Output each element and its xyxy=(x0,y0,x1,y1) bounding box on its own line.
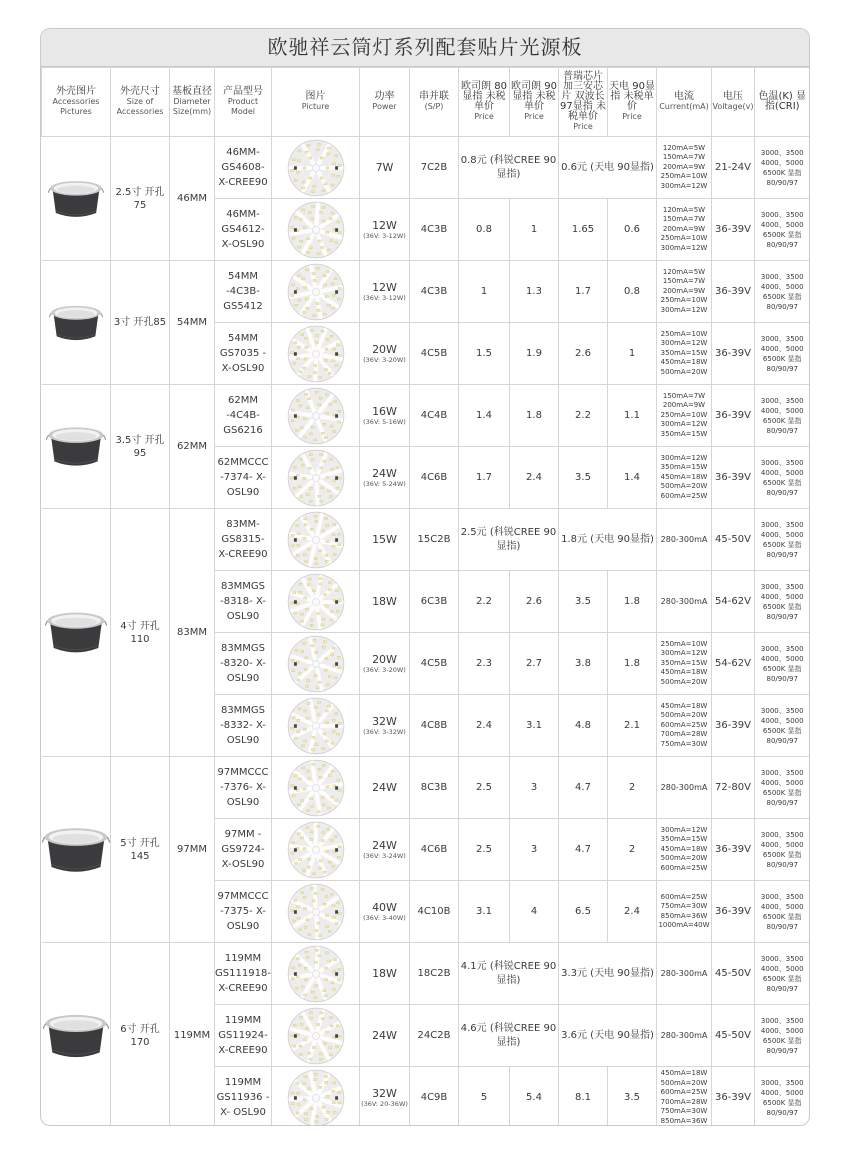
column-header xyxy=(459,68,510,137)
column-header xyxy=(559,68,608,137)
series-parallel: 4C6B xyxy=(410,447,459,509)
series-parallel: 8C3B xyxy=(410,757,459,819)
voltage: 36-39V xyxy=(712,385,755,447)
power xyxy=(360,819,410,881)
board-picture-cell xyxy=(272,943,360,1005)
product-model: 119MM GS11924- X-CREE90 xyxy=(215,1005,272,1067)
current: 600mA=25W 750mA=30W 850mA=36W 1000mA=40W xyxy=(657,881,712,943)
board-picture-cell xyxy=(272,509,360,571)
column-header-en: Price xyxy=(573,122,593,131)
power-range: (36V: 3-24W) xyxy=(363,852,406,860)
column-header-en: Price xyxy=(474,112,494,121)
series-parallel: 7C2B xyxy=(410,137,459,199)
power xyxy=(360,757,410,819)
price-dual-97: 2.6 xyxy=(559,323,608,385)
price-osram-80: 1.4 xyxy=(459,385,510,447)
column-header-en: (S/P) xyxy=(424,102,444,111)
column-header-en: Price xyxy=(524,112,544,121)
product-model: 83MM- GS8315- X-CREE90 xyxy=(215,509,272,571)
voltage: 36-39V xyxy=(712,323,755,385)
voltage: 21-24V xyxy=(712,137,755,199)
power-value: 20W xyxy=(372,653,397,666)
board-diameter: 54MM xyxy=(170,261,215,385)
housing-size: 5寸 开孔145 xyxy=(111,757,170,943)
table-row xyxy=(42,943,810,1005)
price-dual-97: 4.7 xyxy=(559,757,608,819)
product-model: 119MM GS111918- X-CREE90 xyxy=(215,943,272,1005)
downlight-housing-image xyxy=(46,422,106,471)
led-board-image xyxy=(287,511,345,569)
price-dual-97: 3.8 xyxy=(559,633,608,695)
column-header-zh: 天电 90显指 未税单价 xyxy=(609,81,655,112)
current: 280-300mA xyxy=(657,757,712,819)
voltage: 36-39V xyxy=(712,881,755,943)
price-tiandian-90: 3.5 xyxy=(608,1067,657,1127)
led-board-image xyxy=(287,201,345,259)
column-header xyxy=(42,68,111,137)
current: 280-300mA xyxy=(657,509,712,571)
power xyxy=(360,447,410,509)
price-osram-90: 1.9 xyxy=(510,323,559,385)
price-tiandian-90: 1.8 xyxy=(608,571,657,633)
product-model: 46MM- GS4612- X-OSL90 xyxy=(215,199,272,261)
power xyxy=(360,1067,410,1127)
power-value: 15W xyxy=(372,533,397,546)
series-parallel: 4C8B xyxy=(410,695,459,757)
price-osram-90: 4 xyxy=(510,881,559,943)
current: 300mA=12W 350mA=15W 450mA=18W 500mA=20W 600mA=25W xyxy=(657,819,712,881)
current: 150mA=7W 200mA=9W 250mA=10W 300mA=12W 350mA=15W xyxy=(657,385,712,447)
housing-size: 6寸 开孔170 xyxy=(111,943,170,1127)
column-header xyxy=(272,68,360,137)
page-title: 欧驰祥云筒灯系列配套贴片光源板 xyxy=(41,29,809,67)
color-temp-cri: 3000、3500 4000、5000 6500K 显指80/90/97 xyxy=(755,509,810,571)
current: 280-300mA xyxy=(657,943,712,1005)
product-model: 54MM GS7035 -X-OSL90 xyxy=(215,323,272,385)
current: 120mA=5W 150mA=7W 200mA=9W 250mA=10W 300mA=12W xyxy=(657,199,712,261)
price-tiandian-90: 2.4 xyxy=(608,881,657,943)
series-parallel: 6C3B xyxy=(410,571,459,633)
price-osram-90: 5.4 xyxy=(510,1067,559,1127)
downlight-housing-image xyxy=(45,607,107,658)
board-picture-cell xyxy=(272,323,360,385)
price-osram-80: 3.1 xyxy=(459,881,510,943)
price-tiandian-merged: 3.3元 (天电 90显指) xyxy=(559,943,657,1005)
color-temp-cri: 3000、3500 4000、5000 6500K 显指80/90/97 xyxy=(755,757,810,819)
board-diameter: 46MM xyxy=(170,137,215,261)
board-picture-cell xyxy=(272,447,360,509)
column-header-en: Price xyxy=(622,112,642,121)
voltage: 36-39V xyxy=(712,819,755,881)
product-model: 54MM -4C3B- GS5412 xyxy=(215,261,272,323)
current: 250mA=10W 300mA=12W 350mA=15W 450mA=18W 500mA=20W xyxy=(657,323,712,385)
column-header xyxy=(657,68,712,137)
column-header-en: Diameter Size(mm) xyxy=(172,97,212,116)
column-header xyxy=(608,68,657,137)
table-row xyxy=(42,261,810,323)
power-range: (36V: 5-16W) xyxy=(363,418,406,426)
color-temp-cri: 3000、3500 4000、5000 6500K 显指80/90/97 xyxy=(755,1005,810,1067)
column-header xyxy=(215,68,272,137)
price-tiandian-90: 1.8 xyxy=(608,633,657,695)
column-header-zh: 外壳图片 xyxy=(56,86,96,97)
product-model: 83MMGS -8332- X-OSL90 xyxy=(215,695,272,757)
power-value: 24W xyxy=(372,781,397,794)
voltage: 36-39V xyxy=(712,447,755,509)
column-header-zh: 产品型号 xyxy=(223,86,263,97)
power-range: (36V: 3-32W) xyxy=(363,728,406,736)
series-parallel: 4C5B xyxy=(410,633,459,695)
price-osram-80: 2.3 xyxy=(459,633,510,695)
price-osram-80: 5 xyxy=(459,1067,510,1127)
power xyxy=(360,137,410,199)
color-temp-cri: 3000、3500 4000、5000 6500K 显指80/90/97 xyxy=(755,323,810,385)
power xyxy=(360,695,410,757)
column-header xyxy=(410,68,459,137)
current: 250mA=10W 300mA=12W 350mA=15W 450mA=18W 500mA=20W xyxy=(657,633,712,695)
housing-size: 4寸 开孔110 xyxy=(111,509,170,757)
board-diameter: 83MM xyxy=(170,509,215,757)
led-board-image xyxy=(287,139,345,197)
price-dual-97: 8.1 xyxy=(559,1067,608,1127)
table-row xyxy=(42,385,810,447)
column-header-zh: 电压 xyxy=(723,91,743,102)
series-parallel: 4C3B xyxy=(410,261,459,323)
product-model: 62MMCCC -7374- X-OSL90 xyxy=(215,447,272,509)
power-value: 24W xyxy=(372,839,397,852)
table-row xyxy=(42,509,810,571)
voltage: 54-62V xyxy=(712,633,755,695)
current: 120mA=5W 150mA=7W 200mA=9W 250mA=10W 300mA=12W xyxy=(657,137,712,199)
price-osram-80: 2.2 xyxy=(459,571,510,633)
price-tiandian-90: 1 xyxy=(608,323,657,385)
price-osram-80: 1.5 xyxy=(459,323,510,385)
price-cree-merged: 4.1元 (科锐CREE 90显指) xyxy=(459,943,559,1005)
color-temp-cri: 3000、3500 4000、5000 6500K 显指80/90/97 xyxy=(755,261,810,323)
series-parallel: 18C2B xyxy=(410,943,459,1005)
column-header-en: Voltage(v) xyxy=(712,102,754,111)
price-cree-merged: 2.5元 (科锐CREE 90显指) xyxy=(459,509,559,571)
price-osram-90: 3 xyxy=(510,819,559,881)
board-picture-cell xyxy=(272,261,360,323)
column-header-zh: 基板直径 xyxy=(172,86,212,97)
color-temp-cri: 3000、3500 4000、5000 6500K 显指80/90/97 xyxy=(755,199,810,261)
housing-cell xyxy=(42,385,111,509)
housing-cell xyxy=(42,137,111,261)
power xyxy=(360,881,410,943)
product-model: 46MM- GS4608- X-CREE90 xyxy=(215,137,272,199)
led-board-image xyxy=(287,263,345,321)
product-model: 97MMCCC -7375- X-OSL90 xyxy=(215,881,272,943)
price-dual-97: 3.5 xyxy=(559,571,608,633)
column-header-en: Current(mA) xyxy=(659,102,709,111)
column-header-en: Product Model xyxy=(227,97,259,116)
price-tiandian-merged: 3.6元 (天电 90显指) xyxy=(559,1005,657,1067)
column-header-zh: 外壳尺寸 xyxy=(120,86,160,97)
price-tiandian-90: 2 xyxy=(608,819,657,881)
price-osram-90: 1.8 xyxy=(510,385,559,447)
power-value: 32W xyxy=(372,1087,397,1100)
led-board-image xyxy=(287,821,345,879)
board-diameter: 119MM xyxy=(170,943,215,1127)
board-picture-cell xyxy=(272,819,360,881)
price-cree-merged: 0.8元 (科锐CREE 90显指) xyxy=(459,137,559,199)
voltage: 36-39V xyxy=(712,1067,755,1127)
series-parallel: 4C3B xyxy=(410,199,459,261)
price-osram-80: 2.4 xyxy=(459,695,510,757)
housing-cell xyxy=(42,757,111,943)
color-temp-cri: 3000、3500 4000、5000 6500K 显指80/90/97 xyxy=(755,881,810,943)
price-osram-90: 1 xyxy=(510,199,559,261)
voltage: 36-39V xyxy=(712,199,755,261)
price-tiandian-90: 0.6 xyxy=(608,199,657,261)
price-tiandian-90: 0.8 xyxy=(608,261,657,323)
column-header-zh: 串并联 xyxy=(419,91,449,102)
table-row xyxy=(42,757,810,819)
price-osram-80: 2.5 xyxy=(459,757,510,819)
color-temp-cri: 3000、3500 4000、5000 6500K 显指80/90/97 xyxy=(755,1067,810,1127)
product-model: 83MMGS -8320- X-OSL90 xyxy=(215,633,272,695)
board-picture-cell xyxy=(272,695,360,757)
column-header-en: Accessories Pictures xyxy=(52,97,100,116)
price-dual-97: 1.7 xyxy=(559,261,608,323)
color-temp-cri: 3000、3500 4000、5000 6500K 显指80/90/97 xyxy=(755,571,810,633)
board-picture-cell xyxy=(272,1067,360,1127)
series-parallel: 4C9B xyxy=(410,1067,459,1127)
housing-cell xyxy=(42,509,111,757)
column-header-en: Power xyxy=(372,102,397,111)
board-picture-cell xyxy=(272,385,360,447)
voltage: 36-39V xyxy=(712,261,755,323)
price-cree-merged: 4.6元 (科锐CREE 90显指) xyxy=(459,1005,559,1067)
price-dual-97: 3.5 xyxy=(559,447,608,509)
column-header xyxy=(111,68,170,137)
board-picture-cell xyxy=(272,571,360,633)
current: 300mA=12W 350mA=15W 450mA=18W 500mA=20W 600mA=25W xyxy=(657,447,712,509)
price-tiandian-merged: 0.6元 (天电 90显指) xyxy=(559,137,657,199)
power-value: 12W xyxy=(372,219,397,232)
voltage: 36-39V xyxy=(712,695,755,757)
power-value: 18W xyxy=(372,595,397,608)
led-board-image xyxy=(287,697,345,755)
series-parallel: 4C4B xyxy=(410,385,459,447)
series-parallel: 4C5B xyxy=(410,323,459,385)
downlight-housing-image xyxy=(49,301,103,345)
led-board-image xyxy=(287,449,345,507)
series-parallel: 24C2B xyxy=(410,1005,459,1067)
housing-size: 3寸 开孔85 xyxy=(111,261,170,385)
led-board-image xyxy=(287,759,345,817)
voltage: 72-80V xyxy=(712,757,755,819)
price-dual-97: 2.2 xyxy=(559,385,608,447)
spec-sheet xyxy=(40,28,810,1126)
power xyxy=(360,1005,410,1067)
current: 120mA=5W 150mA=7W 200mA=9W 250mA=10W 300mA=12W xyxy=(657,261,712,323)
column-header xyxy=(510,68,559,137)
board-picture-cell xyxy=(272,633,360,695)
product-model: 119MM GS11936 -X- OSL90 xyxy=(215,1067,272,1127)
power xyxy=(360,633,410,695)
housing-cell xyxy=(42,943,111,1127)
housing-cell xyxy=(42,261,111,385)
power-range: (36V: 5-24W) xyxy=(363,480,406,488)
board-picture-cell xyxy=(272,199,360,261)
power xyxy=(360,509,410,571)
led-board-image xyxy=(287,883,345,941)
price-osram-90: 3 xyxy=(510,757,559,819)
series-parallel: 15C2B xyxy=(410,509,459,571)
price-dual-97: 6.5 xyxy=(559,881,608,943)
power-range: (36V: 3-12W) xyxy=(363,232,406,240)
led-board-image xyxy=(287,325,345,383)
housing-size: 2.5寸 开孔75 xyxy=(111,137,170,261)
power-value: 24W xyxy=(372,1029,397,1042)
table-body xyxy=(42,137,810,1127)
price-osram-80: 1.7 xyxy=(459,447,510,509)
led-board-image xyxy=(287,1007,345,1065)
downlight-housing-image xyxy=(43,1009,109,1063)
color-temp-cri: 3000、3500 4000、5000 6500K 显指80/90/97 xyxy=(755,385,810,447)
price-osram-80: 1 xyxy=(459,261,510,323)
current: 280-300mA xyxy=(657,1005,712,1067)
price-tiandian-90: 2.1 xyxy=(608,695,657,757)
current: 450mA=18W 500mA=20W 600mA=25W 700mA=28W 750mA=30W 850mA=36W xyxy=(657,1067,712,1127)
board-diameter: 62MM xyxy=(170,385,215,509)
price-osram-90: 2.7 xyxy=(510,633,559,695)
price-osram-80: 2.5 xyxy=(459,819,510,881)
column-header-zh: 欧司朗 90显指 未税单价 xyxy=(511,81,557,112)
voltage: 54-62V xyxy=(712,571,755,633)
current: 450mA=18W 500mA=20W 600mA=25W 700mA=28W 750mA=30W xyxy=(657,695,712,757)
power-range: (36V: 3-40W) xyxy=(363,914,406,922)
power-range: (36V: 20-36W) xyxy=(361,1100,408,1108)
led-board-image xyxy=(287,387,345,445)
price-osram-90: 2.4 xyxy=(510,447,559,509)
voltage: 45-50V xyxy=(712,943,755,1005)
price-tiandian-merged: 1.8元 (天电 90显指) xyxy=(559,509,657,571)
price-dual-97: 4.7 xyxy=(559,819,608,881)
column-header-zh: 色温(K) 显指(CRI) xyxy=(758,91,807,112)
price-osram-80: 0.8 xyxy=(459,199,510,261)
power xyxy=(360,199,410,261)
column-header xyxy=(755,68,810,137)
power xyxy=(360,571,410,633)
price-tiandian-90: 1.1 xyxy=(608,385,657,447)
color-temp-cri: 3000、3500 4000、5000 6500K 显指80/90/97 xyxy=(755,943,810,1005)
downlight-housing-image xyxy=(42,822,110,878)
power xyxy=(360,261,410,323)
product-model: 97MM -GS9724- X-OSL90 xyxy=(215,819,272,881)
board-diameter: 97MM xyxy=(170,757,215,943)
board-picture-cell xyxy=(272,757,360,819)
price-dual-97: 4.8 xyxy=(559,695,608,757)
series-parallel: 4C10B xyxy=(410,881,459,943)
led-board-image xyxy=(287,945,345,1003)
power-range: (36V: 3-20W) xyxy=(363,666,406,674)
led-board-image xyxy=(287,635,345,693)
series-parallel: 4C6B xyxy=(410,819,459,881)
led-board-image xyxy=(287,1069,345,1127)
downlight-housing-image xyxy=(48,176,104,222)
price-tiandian-90: 2 xyxy=(608,757,657,819)
power xyxy=(360,385,410,447)
color-temp-cri: 3000、3500 4000、5000 6500K 显指80/90/97 xyxy=(755,633,810,695)
table-row xyxy=(42,137,810,199)
column-header-zh: 普瑞芯片 加三安芯片 双波长 97显指 未税单价 xyxy=(560,71,606,122)
product-table xyxy=(41,67,810,1126)
price-osram-90: 3.1 xyxy=(510,695,559,757)
price-dual-97: 1.65 xyxy=(559,199,608,261)
power-value: 40W xyxy=(372,901,397,914)
power-value: 16W xyxy=(372,405,397,418)
housing-size: 3.5寸 开孔95 xyxy=(111,385,170,509)
color-temp-cri: 3000、3500 4000、5000 6500K 显指80/90/97 xyxy=(755,137,810,199)
voltage: 45-50V xyxy=(712,509,755,571)
column-header-en: Picture xyxy=(301,102,330,111)
power-value: 20W xyxy=(372,343,397,356)
power-range: (36V: 3-20W) xyxy=(363,356,406,364)
column-header-zh: 欧司朗 80显指 未税单价 xyxy=(461,81,507,112)
led-board-image xyxy=(287,573,345,631)
column-header-en: Size of Accessories xyxy=(116,97,164,116)
product-model: 97MMCCC -7376- X-OSL90 xyxy=(215,757,272,819)
power-value: 18W xyxy=(372,967,397,980)
column-header-zh: 图片 xyxy=(305,91,326,102)
power xyxy=(360,323,410,385)
board-picture-cell xyxy=(272,1005,360,1067)
column-header xyxy=(360,68,410,137)
color-temp-cri: 3000、3500 4000、5000 6500K 显指80/90/97 xyxy=(755,819,810,881)
power-value: 32W xyxy=(372,715,397,728)
power xyxy=(360,943,410,1005)
price-tiandian-90: 1.4 xyxy=(608,447,657,509)
column-header xyxy=(170,68,215,137)
column-header-zh: 电流 xyxy=(674,91,694,102)
price-osram-90: 2.6 xyxy=(510,571,559,633)
board-picture-cell xyxy=(272,137,360,199)
product-model: 62MM -4C4B- GS6216 xyxy=(215,385,272,447)
product-model: 83MMGS -8318- X-OSL90 xyxy=(215,571,272,633)
power-value: 24W xyxy=(372,467,397,480)
column-header-zh: 功率 xyxy=(374,91,395,102)
price-osram-90: 1.3 xyxy=(510,261,559,323)
column-header xyxy=(712,68,755,137)
power-value: 7W xyxy=(375,161,394,174)
current: 280-300mA xyxy=(657,571,712,633)
color-temp-cri: 3000、3500 4000、5000 6500K 显指80/90/97 xyxy=(755,447,810,509)
board-picture-cell xyxy=(272,881,360,943)
power-range: (36V: 3-12W) xyxy=(363,294,406,302)
header-row xyxy=(42,68,810,137)
voltage: 45-50V xyxy=(712,1005,755,1067)
power-value: 12W xyxy=(372,281,397,294)
color-temp-cri: 3000、3500 4000、5000 6500K 显指80/90/97 xyxy=(755,695,810,757)
